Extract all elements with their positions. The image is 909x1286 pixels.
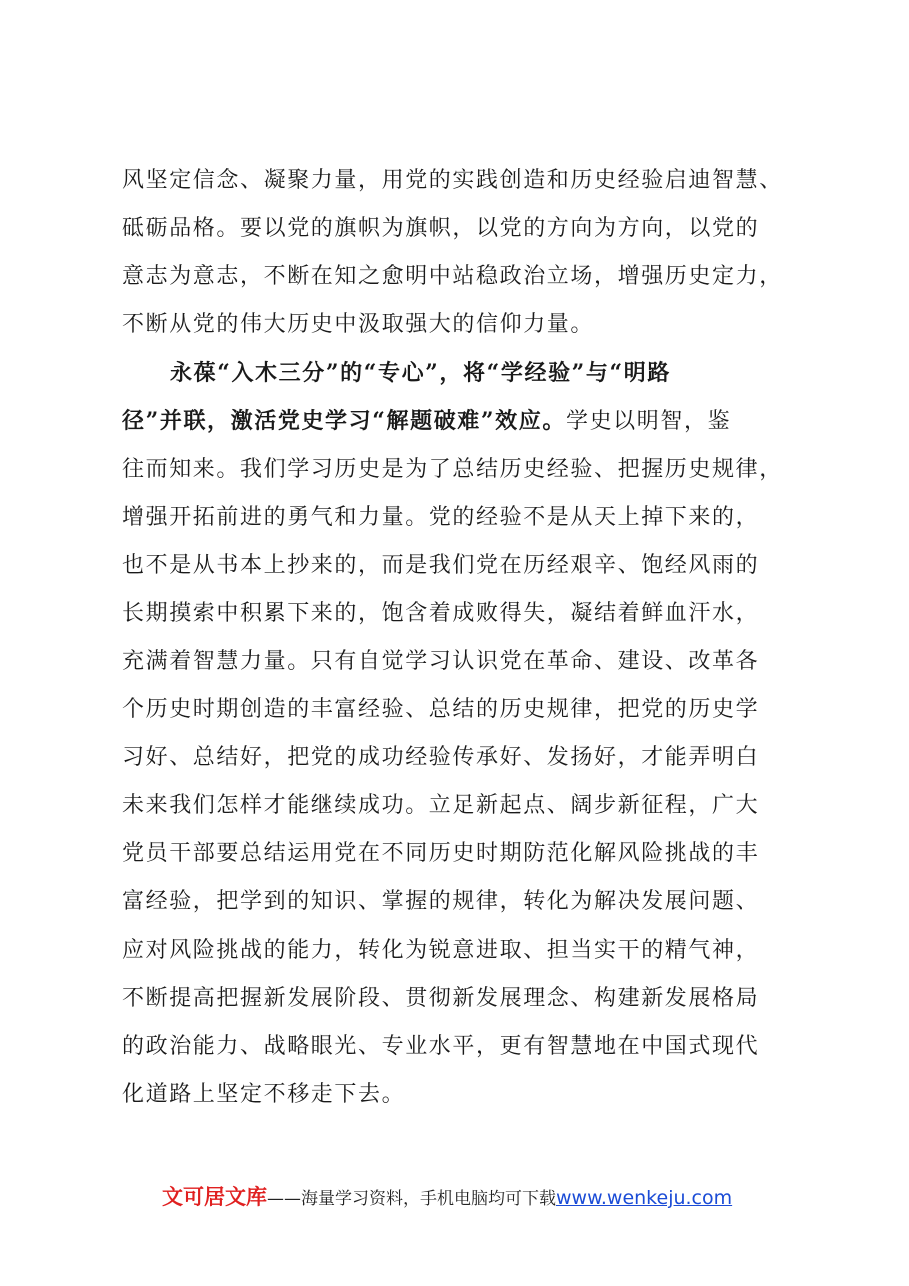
page-footer xyxy=(162,1181,732,1213)
text-line: 习好、总结好，把党的成功经验传承好、发扬好，才能弄明白 xyxy=(122,745,760,771)
text-line: 的政治能力、战略眼光、专业水平，更有智慧地在中国式现代 xyxy=(122,1033,760,1059)
text-line: 富经验，把学到的知识、掌握的规律，转化为解决发展问题、 xyxy=(122,889,760,915)
footer-link[interactable]: www.wenkeju.com xyxy=(556,1187,733,1209)
text-line: 党员干部要总结运用党在不同历史时期防范化解风险挑战的丰 xyxy=(122,841,760,867)
footer-slogan: 海量学习资料，手机电脑均可下载 xyxy=(301,1189,556,1209)
text-line: 不断提高把握新发展阶段、贯彻新发展理念、构建新发展格局 xyxy=(122,985,760,1011)
paragraph-heading-text: 径”并联，激活党史学习“解题破难”效应。 xyxy=(122,408,566,435)
paragraph-heading-line xyxy=(122,397,798,445)
text-line: 不断从党的伟大历史中汲取强大的信仰力量。 xyxy=(122,312,595,338)
text-span: 学史以明智，鉴 xyxy=(565,409,732,435)
paragraph-heading-text: 永葆“入木三分”的“专心”，将“学经验”与“明路 xyxy=(170,360,671,387)
footer-brand: 文可居文库 xyxy=(162,1185,267,1209)
text-line: 风坚定信念、凝聚力量，用党的实践创造和历史经验启迪智慧、 xyxy=(122,168,783,193)
document-body xyxy=(122,157,798,1119)
text-line: 应对风险挑战的能力，转化为锐意进取、担当实干的精气神， xyxy=(122,937,760,963)
footer-dash: —— xyxy=(267,1189,301,1209)
text-line: 往而知来。我们学习历史是为了总结历史经验、把握历史规律， xyxy=(122,456,783,482)
text-line: 增强开拓前进的勇气和力量。党的经验不是从天上掉下来的， xyxy=(122,504,760,530)
text-line: 未来我们怎样才能继续成功。立足新起点、阔步新征程，广大 xyxy=(122,793,760,819)
text-line: 个历史时期创造的丰富经验、总结的历史规律，把党的历史学 xyxy=(122,697,760,723)
text-line: 化道路上坚定不移走下去。 xyxy=(122,1081,406,1107)
text-line: 充满着智慧力量。只有自觉学习认识党在革命、建设、改革各 xyxy=(122,648,760,674)
text-line: 砥砺品格。要以党的旗帜为旗帜，以党的方向为方向，以党的 xyxy=(122,216,760,242)
text-line: 意志为意志，不断在知之愈明中站稳政治立场，增强历史定力， xyxy=(122,264,783,290)
text-line: 也不是从书本上抄来的，而是我们党在历经艰辛、饱经风雨的 xyxy=(122,552,760,578)
paragraph-heading-line xyxy=(122,349,798,397)
text-line: 长期摸索中积累下来的，饱含着成败得失，凝结着鲜血汗水， xyxy=(122,600,760,626)
